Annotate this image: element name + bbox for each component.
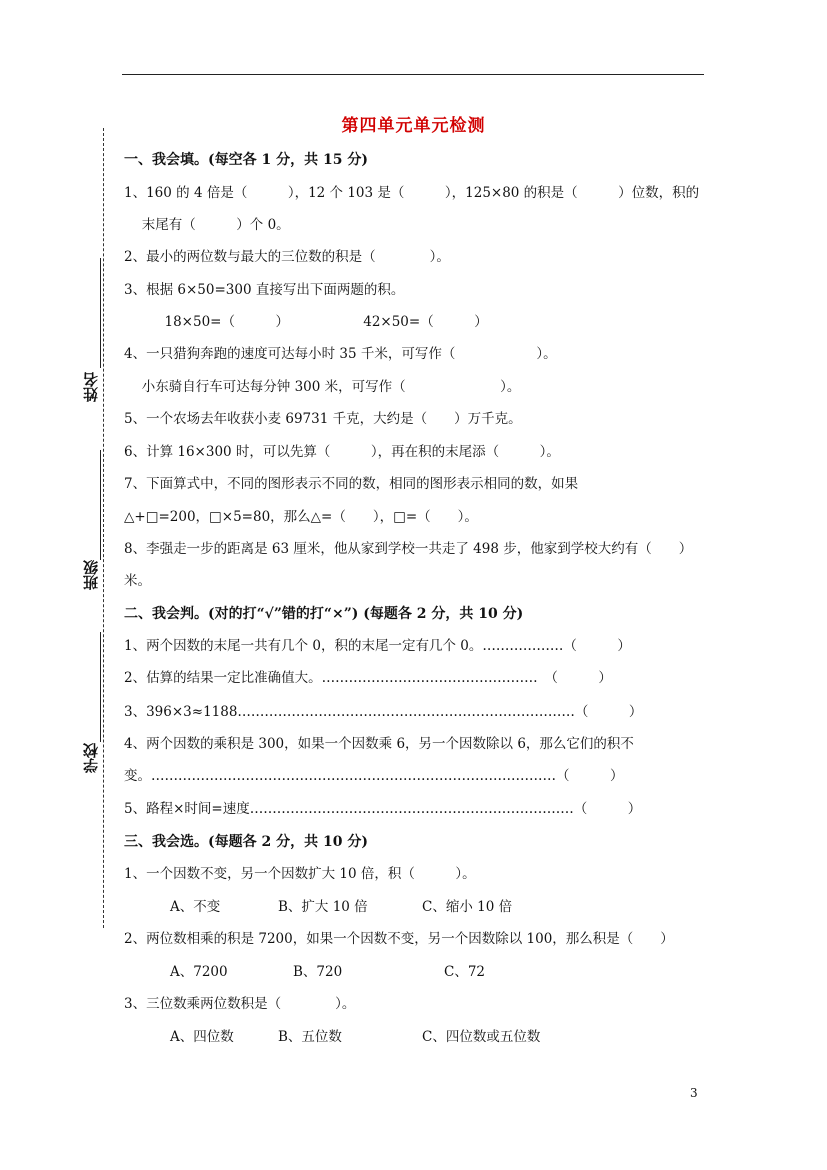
school-label: 学校: [82, 743, 100, 773]
option-b: B、五位数: [278, 1029, 342, 1045]
section-2-heading: 二、我会判。(对的打“√”错的打“×”) (每题各 2 分，共 10 分): [124, 606, 524, 622]
question-line: 1、160 的 4 倍是（ ），12 个 103 是（ ），125×80 的积是（ ）位数，积的: [124, 185, 700, 201]
question-line: 2、最小的两位数与最大的三位数的积是（ ）。: [124, 249, 450, 265]
class-write-line: [100, 450, 101, 560]
school-write-line: [100, 632, 101, 742]
option-c: C、72: [444, 964, 486, 980]
question-line: 5、一个农场去年收获小麦 69731 千克，大约是（ ）万千克。: [124, 411, 522, 427]
question-line: 末尾有（ ）个 0。: [124, 217, 290, 233]
option-c: C、缩小 10 倍: [422, 899, 513, 915]
question-line: 变。………………………………………………………………………………（ ）: [124, 768, 624, 784]
name-write-line: [100, 258, 101, 368]
question-line: 3、396×3≈1188…………………………………………………………………（ ）: [124, 704, 643, 720]
option-a: A、不变: [170, 899, 221, 915]
question-line: 2、两位数相乘的积是 7200，如果一个因数不变，另一个因数除以 100，那么积是（ ）: [124, 931, 674, 947]
question-line: 3、根据 6×50=300 直接写出下面两题的积。: [124, 282, 405, 298]
question-line: 3、三位数乘两位数积是（ ）。: [124, 996, 356, 1012]
option-c: C、四位数或五位数: [422, 1029, 541, 1045]
header-rule: [122, 74, 704, 75]
name-label: 姓名: [82, 372, 100, 402]
question-line: △+□=200，□×5=80，那么△=（ ），□=（ ）。: [124, 509, 478, 525]
question-line: 2、估算的结果一定比准确值大。………………………………………… （ ）: [124, 670, 612, 686]
option-b: B、720: [293, 964, 343, 980]
page-title: 第四单元单元检测: [341, 116, 486, 136]
option-b: B、扩大 10 倍: [278, 899, 368, 915]
question-line: 小东骑自行车可达每分钟 300 米，可写作（ ）。: [124, 379, 521, 395]
class-label: 班级: [82, 560, 100, 590]
question-line: 5、路程×时间=速度………………………………………………………………（ ）: [124, 801, 642, 817]
option-a: A、7200: [170, 964, 228, 980]
question-line: 6、计算 16×300 时，可以先算（ ），再在积的末尾添（ ）。: [124, 444, 560, 460]
question-line: 8、李强走一步的距离是 63 厘米，他从家到学校一共走了 498 步，他家到学校大约有（ ）: [124, 541, 693, 557]
question-line: 18×50=（ ） 42×50=（ ）: [124, 314, 488, 330]
question-line: 4、一只猎狗奔跑的速度可达每小时 35 千米，可写作（ ）。: [124, 346, 557, 362]
section-3-heading: 三、我会选。(每题各 2 分，共 10 分): [124, 834, 368, 850]
page-number: 3: [690, 1086, 698, 1100]
question-line: 1、两个因数的末尾一共有几个 0，积的末尾一定有几个 0。………………（ ）: [124, 638, 631, 654]
question-line: 4、两个因数的乘积是 300，如果一个因数乘 6，另一个因数除以 6，那么它们的积不: [124, 736, 634, 752]
section-1-heading: 一、我会填。(每空各 1 分，共 15 分): [124, 152, 368, 168]
question-line: 7、下面算式中，不同的图形表示不同的数，相同的图形表示相同的数，如果: [124, 476, 579, 492]
question-line: 米。: [124, 573, 151, 589]
question-line: 1、一个因数不变，另一个因数扩大 10 倍，积（ ）。: [124, 866, 476, 882]
option-a: A、四位数: [170, 1029, 234, 1045]
binding-dashed-line: [103, 128, 104, 928]
